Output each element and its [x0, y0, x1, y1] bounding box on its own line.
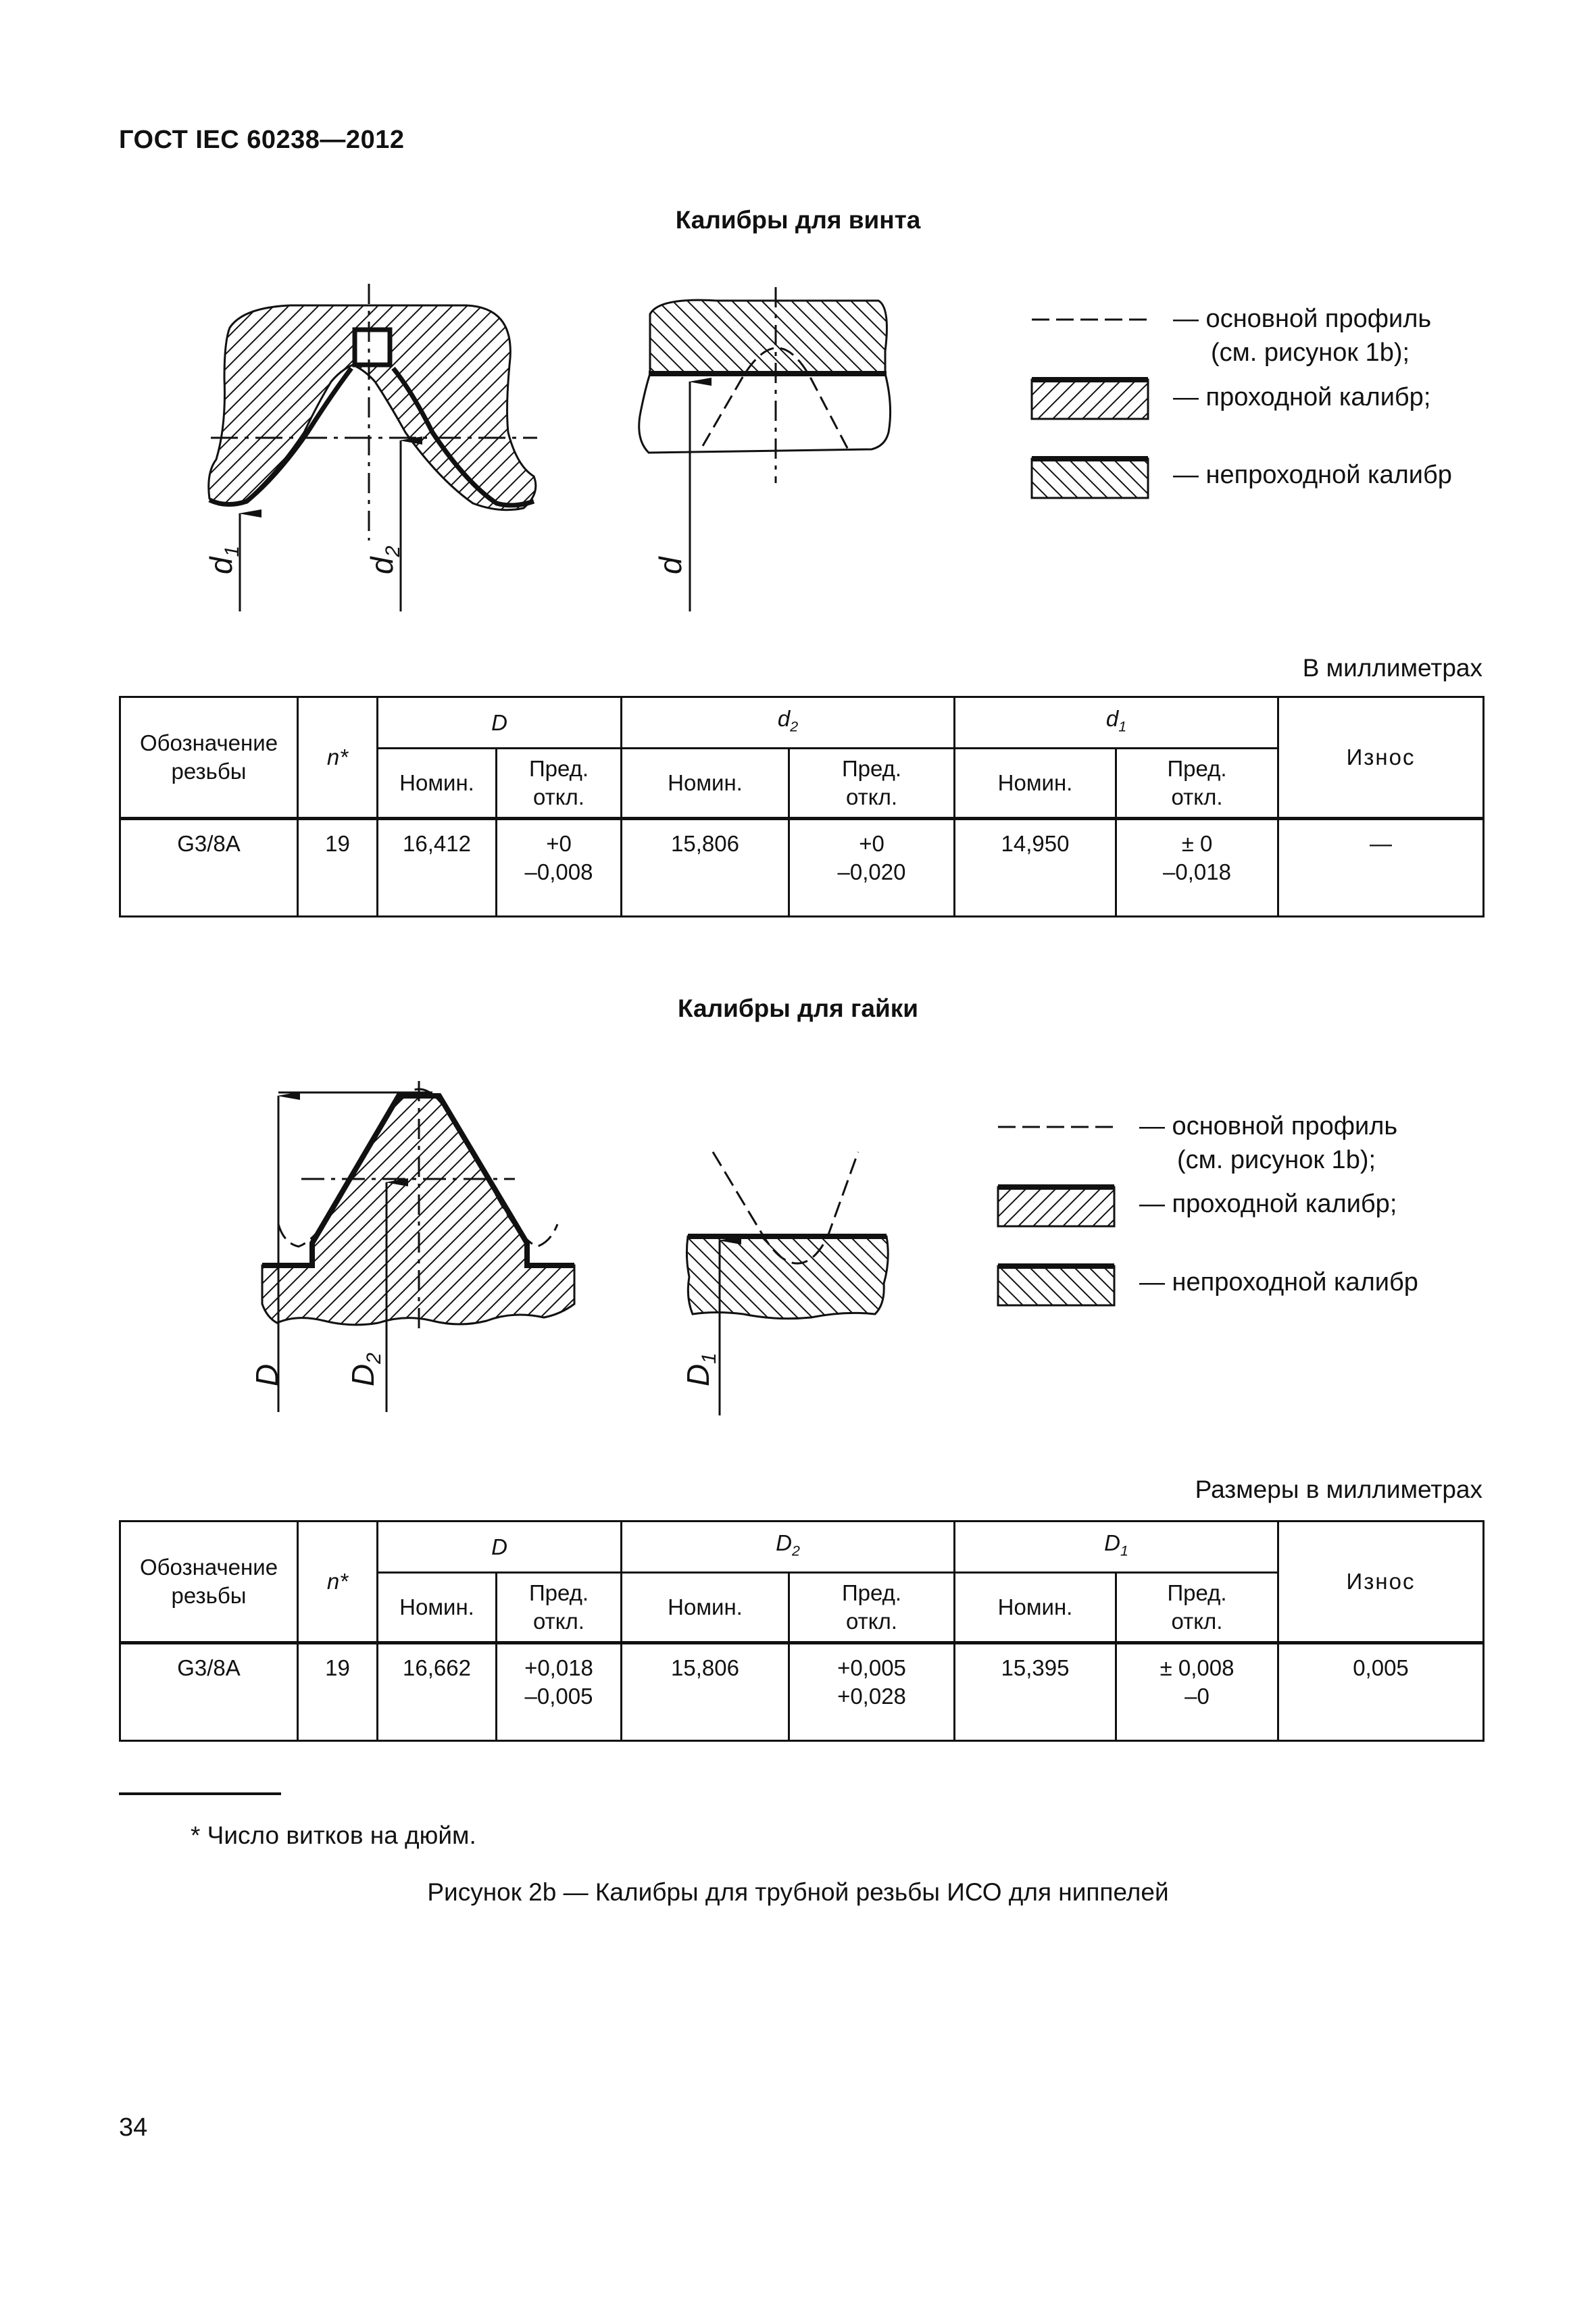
col-n: n*: [298, 1521, 378, 1643]
col-wear: Износ: [1278, 1521, 1484, 1643]
footnote: * Число витков на дюйм.: [191, 1821, 476, 1849]
col-group-D: D: [378, 1521, 622, 1573]
nut-gauge-table: [119, 1520, 1485, 1742]
D1-label: $D_1$: [680, 1353, 721, 1386]
footnote-rule: [119, 1792, 281, 1795]
table-row: G3/8A 19 16,412 +0 –0,008 15,806 +0 –0,020 14,950 ± 0 –0,018 —: [120, 819, 1484, 917]
screw-gauge-profile-nogo: [639, 300, 891, 453]
col-nom: Номин.: [955, 1573, 1116, 1643]
col-designation: Обозначение резьбы: [120, 697, 298, 819]
nut-units: Размеры в миллиметрах: [1195, 1476, 1482, 1503]
screw-units: В миллиметрах: [1302, 654, 1482, 682]
col-group-D1: $D_1$: [955, 1521, 1278, 1573]
figure-caption: Рисунок 2b — Калибры для трубной резьбы ИСО для ниппелей: [427, 1878, 1169, 1906]
page-number: 34: [119, 2113, 148, 2142]
nut-legend-nogo-text: — непроходной калибр: [1139, 1268, 1418, 1297]
screw-gauge-profile-go: [209, 305, 536, 510]
col-dev: Пред. откл.: [1116, 749, 1278, 819]
screw-gauge-table: [119, 696, 1485, 917]
D-label: D: [249, 1363, 284, 1386]
col-group-D: D: [378, 697, 622, 749]
col-nom: Номин.: [378, 1573, 497, 1643]
legend-nogo-swatch: [1032, 459, 1148, 498]
nut-gauge-profile-nogo: [687, 1236, 888, 1319]
col-nom: Номин.: [622, 749, 789, 819]
col-n: n*: [298, 697, 378, 819]
D2-label: $D_2$: [345, 1353, 386, 1386]
col-group-D2: $D_2$: [622, 1521, 955, 1573]
legend-basic-profile-text: — основной профиль (см. рисунок 1b);: [1173, 305, 1432, 367]
nut-legend-go-swatch: [998, 1187, 1114, 1226]
d2-label: $d_2$: [364, 545, 405, 574]
col-wear: Износ: [1278, 697, 1484, 819]
col-designation: Обозначение резьбы: [120, 1521, 298, 1643]
table-row: G3/8A 19 16,662 +0,018 –0,005 15,806 +0,005 +0,028 15,395 ± 0,008 –0 0,005: [120, 1643, 1484, 1741]
d-label: d: [653, 557, 688, 574]
nut-legend-nogo-swatch: [998, 1266, 1114, 1305]
col-nom: Номин.: [955, 749, 1116, 819]
col-dev: Пред. откл.: [497, 749, 622, 819]
screw-gauges-title: Калибры для винта: [675, 206, 921, 234]
col-dev: Пред. откл.: [497, 1573, 622, 1643]
col-dev: Пред. откл.: [789, 1573, 955, 1643]
col-group-d1: $d_1$: [955, 697, 1278, 749]
document-header: ГОСТ IEC 60238—2012: [119, 126, 405, 154]
col-dev: Пред. откл.: [789, 749, 955, 819]
legend-go-swatch: [1032, 380, 1148, 419]
nut-legend-go-text: — проходной калибр;: [1139, 1190, 1397, 1218]
nut-gauges-title: Калибры для гайки: [677, 995, 919, 1022]
nut-legend-basic-profile-text: — основной профиль (см. рисунок 1b);: [1139, 1112, 1398, 1174]
d1-label: $d_1$: [203, 545, 244, 574]
col-group-d2: $d_2$: [622, 697, 955, 749]
col-nom: Номин.: [378, 749, 497, 819]
col-nom: Номин.: [622, 1573, 789, 1643]
legend-go-text: — проходной калибр;: [1173, 383, 1431, 411]
col-dev: Пред. откл.: [1116, 1573, 1278, 1643]
legend-nogo-text: — непроходной калибр: [1173, 461, 1452, 489]
